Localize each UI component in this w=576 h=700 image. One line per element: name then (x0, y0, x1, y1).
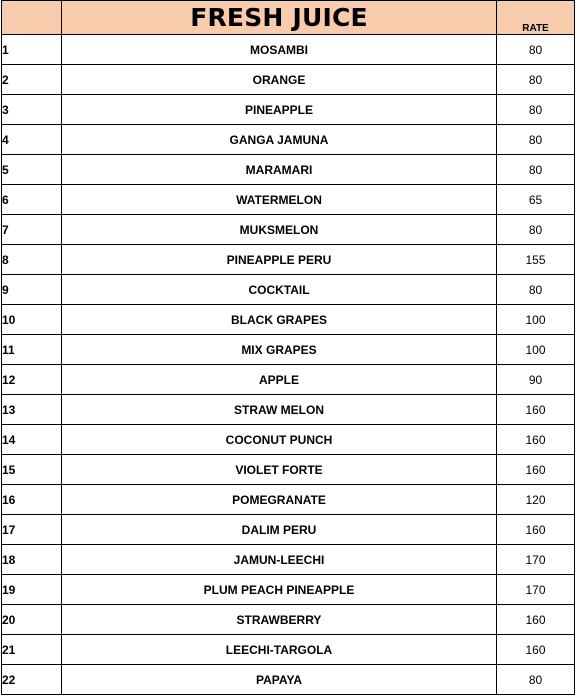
item-rate: 80 (497, 215, 575, 245)
table-row (2, 425, 575, 455)
item-number: 21 (2, 635, 62, 665)
item-name: BLACK GRAPES (62, 305, 497, 335)
item-name: PINEAPPLE (62, 95, 497, 125)
item-rate: 90 (497, 365, 575, 395)
item-name: GANGA JAMUNA (62, 125, 497, 155)
item-rate: 80 (497, 35, 575, 65)
item-name: VIOLET FORTE (62, 455, 497, 485)
table-row (2, 95, 575, 125)
item-name: PLUM PEACH PINEAPPLE (62, 575, 497, 605)
item-number: 1 (2, 35, 62, 65)
item-name: STRAWBERRY (62, 605, 497, 635)
item-rate: 80 (497, 65, 575, 95)
table-row (2, 485, 575, 515)
table-row (2, 245, 575, 275)
item-number: 7 (2, 215, 62, 245)
table-row (2, 215, 575, 245)
item-name: MOSAMBI (62, 35, 497, 65)
item-number: 11 (2, 335, 62, 365)
item-rate: 120 (497, 485, 575, 515)
item-number: 13 (2, 395, 62, 425)
item-rate: 160 (497, 515, 575, 545)
table-row (2, 455, 575, 485)
item-name: COCKTAIL (62, 275, 497, 305)
table-row (2, 605, 575, 635)
item-rate: 65 (497, 185, 575, 215)
item-number: 16 (2, 485, 62, 515)
table-row (2, 125, 575, 155)
item-name: ORANGE (62, 65, 497, 95)
item-name: MARAMARI (62, 155, 497, 185)
table-row (2, 395, 575, 425)
item-rate: 170 (497, 575, 575, 605)
item-rate: 160 (497, 425, 575, 455)
table-row (2, 575, 575, 605)
table-row (2, 275, 575, 305)
item-number: 20 (2, 605, 62, 635)
menu-title: FRESH JUICE (62, 1, 497, 35)
table-row (2, 545, 575, 575)
header-number-cell (2, 1, 62, 35)
item-rate: 160 (497, 605, 575, 635)
item-rate: 80 (497, 275, 575, 305)
table-row (2, 515, 575, 545)
item-number: 6 (2, 185, 62, 215)
item-name: WATERMELON (62, 185, 497, 215)
item-number: 14 (2, 425, 62, 455)
item-number: 9 (2, 275, 62, 305)
table-row (2, 305, 575, 335)
item-rate: 160 (497, 395, 575, 425)
rate-column-header: RATE (497, 1, 575, 35)
item-number: 5 (2, 155, 62, 185)
item-rate: 80 (497, 95, 575, 125)
item-rate: 160 (497, 635, 575, 665)
item-name: JAMUN-LEECHI (62, 545, 497, 575)
item-number: 8 (2, 245, 62, 275)
item-rate: 155 (497, 245, 575, 275)
item-name: PAPAYA (62, 665, 497, 695)
item-number: 15 (2, 455, 62, 485)
item-number: 4 (2, 125, 62, 155)
item-number: 17 (2, 515, 62, 545)
item-rate: 100 (497, 335, 575, 365)
header-row (2, 1, 575, 35)
table-row (2, 665, 575, 695)
table-row (2, 335, 575, 365)
item-number: 22 (2, 665, 62, 695)
item-name: POMEGRANATE (62, 485, 497, 515)
item-name: STRAW MELON (62, 395, 497, 425)
item-name: DALIM PERU (62, 515, 497, 545)
table-row (2, 35, 575, 65)
table-row (2, 155, 575, 185)
item-number: 18 (2, 545, 62, 575)
item-name: APPLE (62, 365, 497, 395)
item-number: 19 (2, 575, 62, 605)
item-name: LEECHI-TARGOLA (62, 635, 497, 665)
item-rate: 100 (497, 305, 575, 335)
item-rate: 80 (497, 155, 575, 185)
item-rate: 80 (497, 125, 575, 155)
table-row (2, 365, 575, 395)
juice-menu-table (1, 0, 575, 695)
table-row (2, 185, 575, 215)
item-name: MUKSMELON (62, 215, 497, 245)
item-name: MIX GRAPES (62, 335, 497, 365)
item-name: COCONUT PUNCH (62, 425, 497, 455)
item-name: PINEAPPLE PERU (62, 245, 497, 275)
table-row (2, 65, 575, 95)
item-number: 2 (2, 65, 62, 95)
item-number: 10 (2, 305, 62, 335)
item-rate: 80 (497, 665, 575, 695)
item-number: 12 (2, 365, 62, 395)
item-rate: 160 (497, 455, 575, 485)
item-rate: 170 (497, 545, 575, 575)
table-row (2, 635, 575, 665)
item-number: 3 (2, 95, 62, 125)
